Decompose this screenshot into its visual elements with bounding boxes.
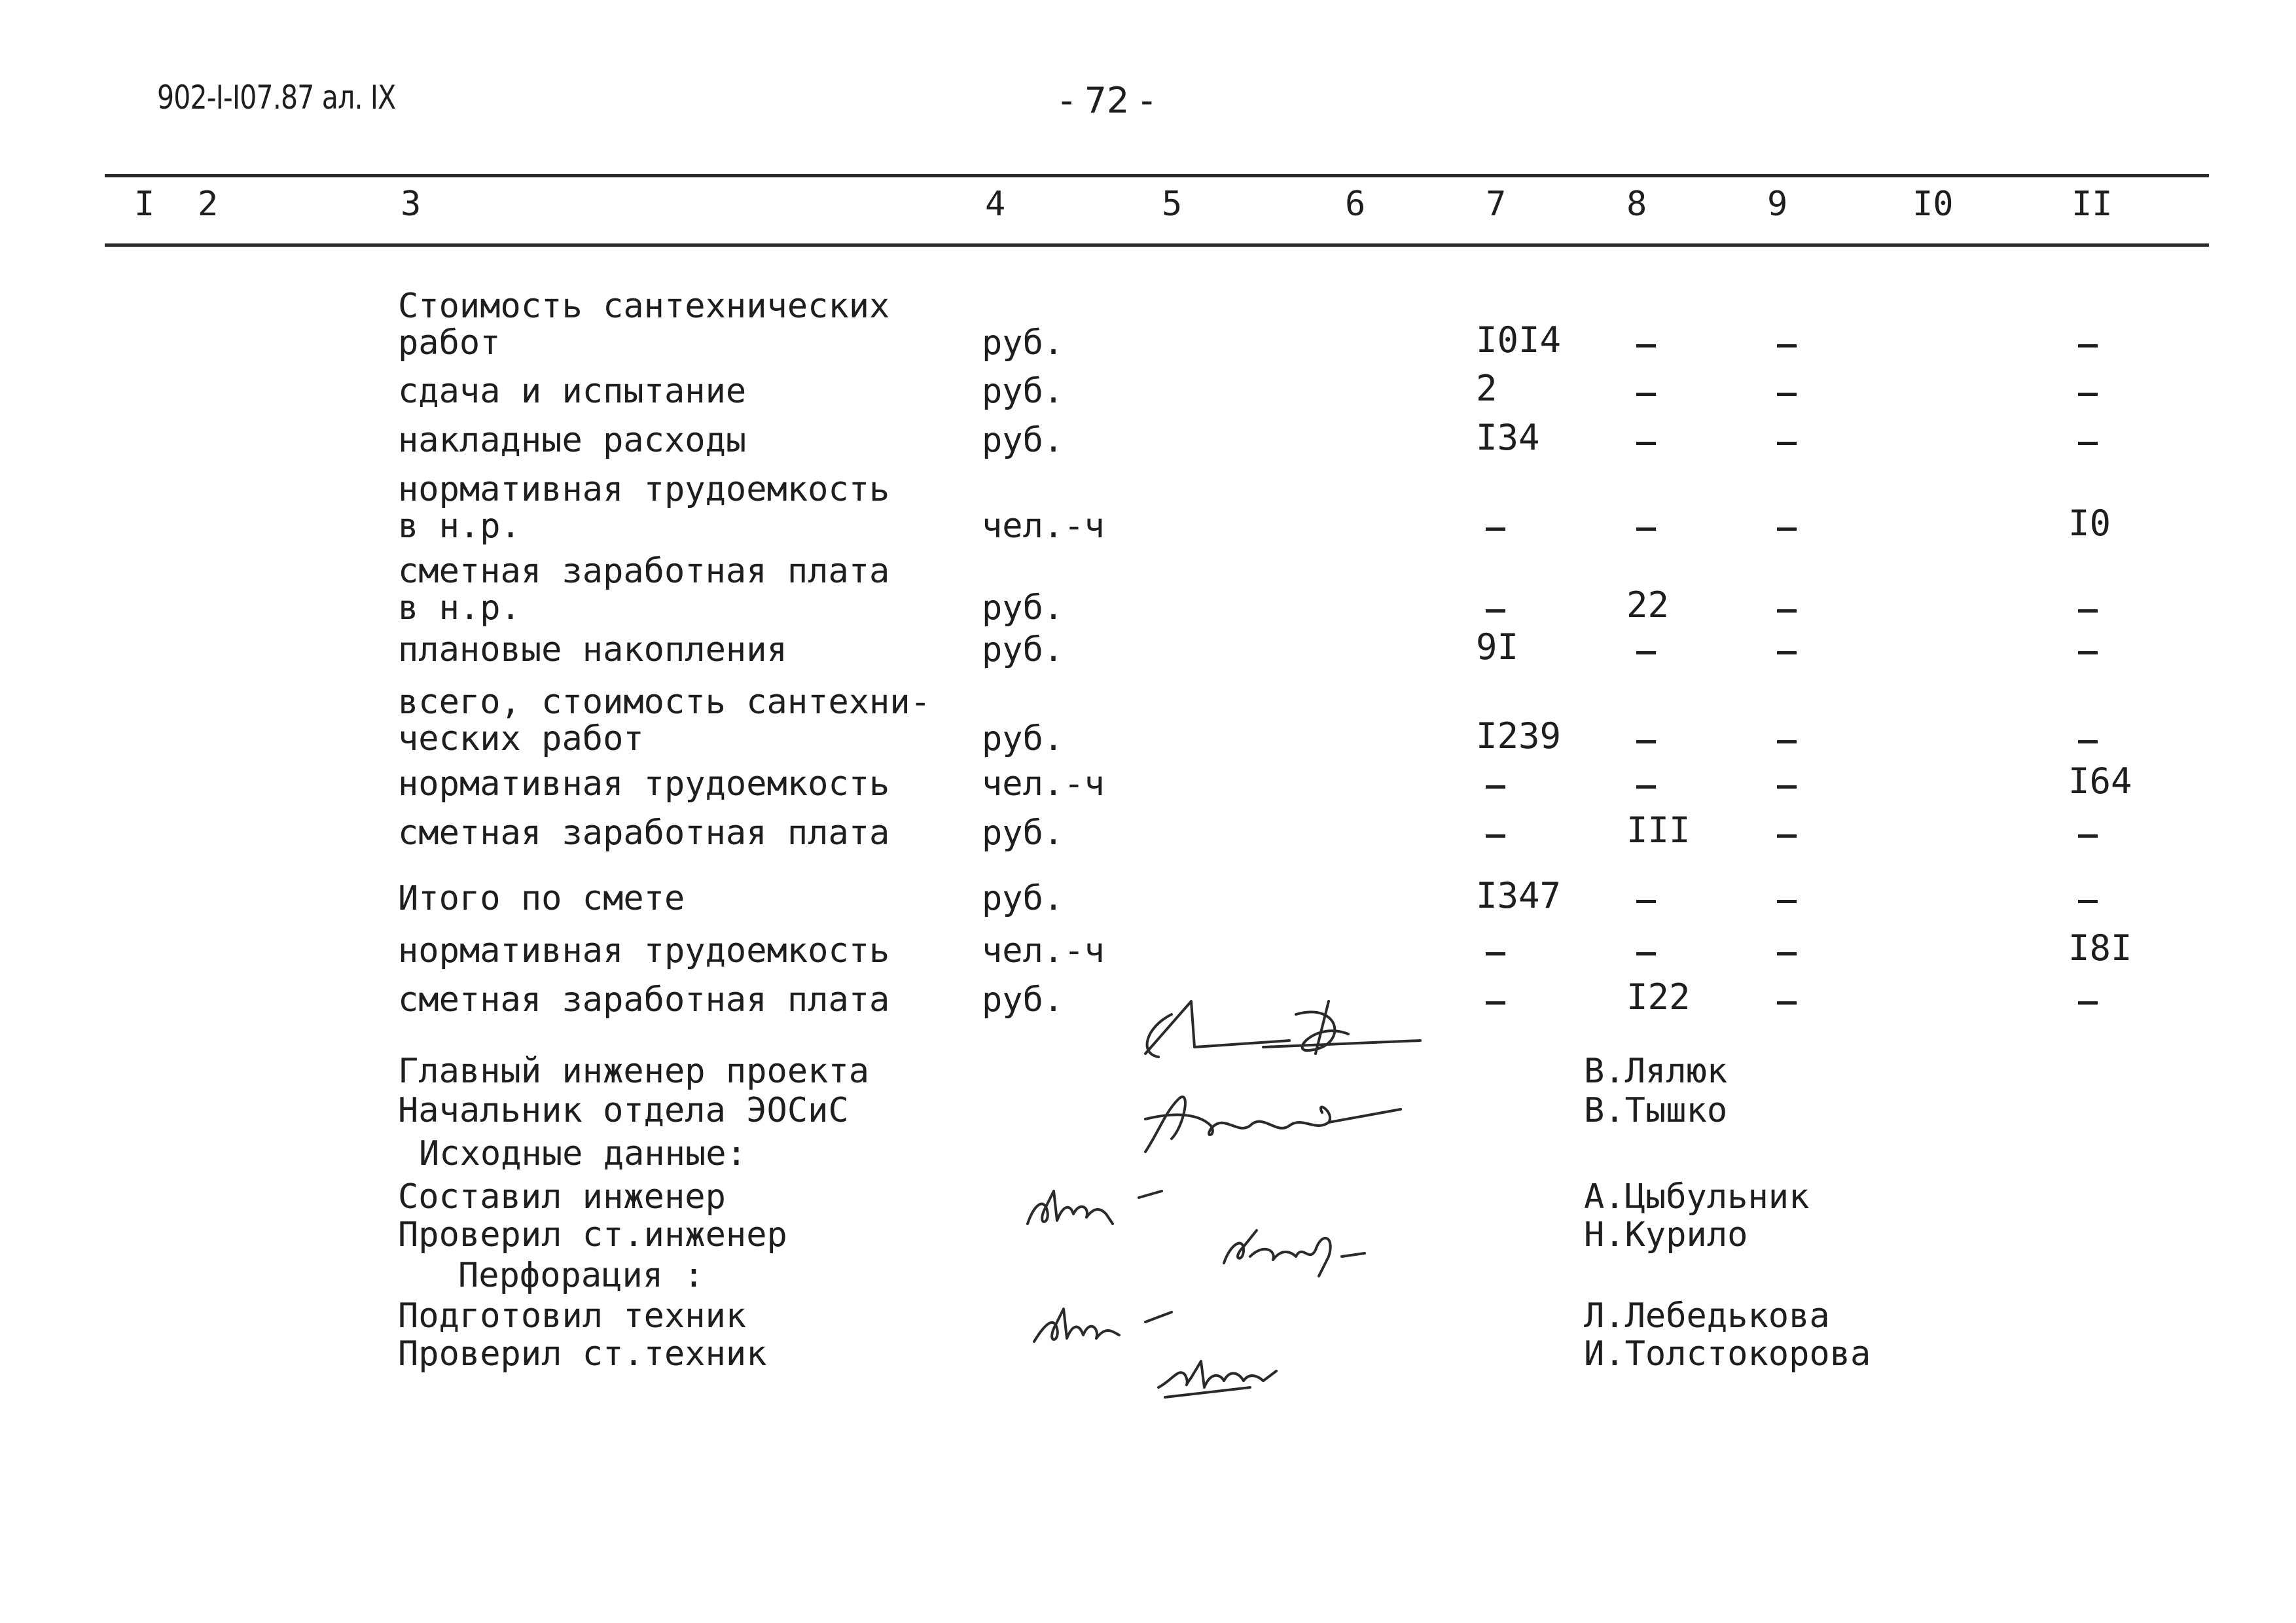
row-label: нормативная трудоемкость (398, 931, 890, 971)
row-unit: руб. (982, 879, 1064, 918)
empty-cell-dash (1636, 785, 1656, 789)
empty-cell-dash (1636, 952, 1656, 955)
chief-engineer-name: В.Лялюк (1584, 1052, 1728, 1091)
checked-technician-signature (1145, 1335, 1329, 1407)
empty-cell-dash (1486, 834, 1505, 838)
empty-cell-dash (2078, 651, 2098, 654)
empty-cell-dash (2078, 344, 2098, 348)
row-unit: чел.-ч (982, 507, 1105, 546)
row-label: сдача и испытание (398, 372, 747, 411)
column-header-10: I0 (1912, 185, 1954, 224)
row-unit: чел.-ч (982, 764, 1105, 804)
checked-engineer-signature (1204, 1204, 1401, 1283)
row-label: в н.р. (398, 588, 521, 628)
row-label: сметная заработная плата (398, 813, 890, 853)
empty-cell-dash (2078, 393, 2098, 396)
empty-cell-dash (1777, 527, 1797, 531)
row-label: в н.р. (398, 507, 521, 546)
compiled-by-signature (1008, 1171, 1191, 1243)
row-unit: руб. (982, 421, 1064, 460)
row-unit: руб. (982, 630, 1064, 669)
empty-cell-dash (2078, 609, 2098, 613)
dept-head-title: Начальник отдела ЭОСиС (398, 1091, 849, 1130)
empty-cell-dash (1777, 900, 1797, 903)
empty-cell-dash (1486, 785, 1505, 789)
prepared-by-title: Подготовил техник (398, 1296, 747, 1336)
row-value-c11: I8I (2068, 927, 2132, 969)
empty-cell-dash (1777, 442, 1797, 445)
empty-cell-dash (1636, 344, 1656, 348)
dept-head-signature (1119, 1073, 1420, 1165)
empty-cell-dash (1636, 527, 1656, 531)
column-header-1: I (134, 185, 155, 224)
empty-cell-dash (1777, 609, 1797, 613)
row-value-c7: I0I4 (1476, 319, 1562, 361)
column-header-7: 7 (1486, 185, 1507, 224)
chief-engineer-signature (1132, 975, 1446, 1073)
empty-cell-dash (1636, 442, 1656, 445)
column-header-4: 4 (985, 185, 1006, 224)
row-unit: руб. (982, 588, 1064, 628)
column-header-2: 2 (198, 185, 219, 224)
compiled-by-name: А.Цыбульник (1584, 1177, 1810, 1217)
empty-cell-dash (2078, 442, 2098, 445)
checked-engineer-name: Н.Курило (1584, 1215, 1748, 1255)
perforation-heading: Перфорация : (458, 1256, 704, 1295)
row-value-c7: I239 (1476, 715, 1562, 757)
empty-cell-dash (2078, 900, 2098, 903)
row-label: нормативная трудоемкость (398, 470, 890, 509)
row-value-c11: I0 (2068, 503, 2111, 544)
empty-cell-dash (1777, 651, 1797, 654)
row-value-c7: I34 (1476, 417, 1540, 458)
column-header-8: 8 (1626, 185, 1647, 224)
column-header-9: 9 (1767, 185, 1788, 224)
column-header-11: II (2072, 185, 2113, 224)
row-value-c8: III (1626, 810, 1691, 851)
empty-cell-dash (1636, 651, 1656, 654)
row-value-c8: 22 (1626, 584, 1670, 626)
checked-technician-title: Проверил ст.техник (398, 1334, 767, 1374)
document-code: 902-I-I07.87 ал. IX (157, 79, 396, 116)
row-unit: руб. (982, 323, 1064, 363)
empty-cell-dash (1636, 900, 1656, 903)
row-value-c11: I64 (2068, 760, 2132, 802)
empty-cell-dash (1486, 609, 1505, 613)
row-unit: руб. (982, 980, 1064, 1020)
empty-cell-dash (1777, 393, 1797, 396)
row-label: плановые накопления (398, 630, 787, 669)
row-value-c7: 2 (1476, 368, 1498, 409)
row-label: Стоимость сантехнических (398, 287, 890, 326)
empty-cell-dash (1486, 952, 1505, 955)
prepared-by-name: Л.Лебедькова (1584, 1296, 1830, 1336)
table-header-rule (105, 243, 2209, 247)
row-value-c7: 9I (1476, 626, 1519, 668)
empty-cell-dash (2078, 1001, 2098, 1005)
dept-head-name: В.Тышко (1584, 1091, 1728, 1130)
empty-cell-dash (1486, 1001, 1505, 1005)
row-unit: руб. (982, 719, 1064, 758)
row-value-c8: I22 (1626, 976, 1691, 1018)
row-label: Итого по смете (398, 879, 685, 918)
row-label: всего, стоимость сантехни- (398, 683, 931, 722)
empty-cell-dash (1777, 785, 1797, 789)
column-header-3: 3 (401, 185, 422, 224)
source-data-heading: Исходные данные: (419, 1134, 747, 1173)
row-label: накладные расходы (398, 421, 747, 460)
row-label: сметная заработная плата (398, 980, 890, 1020)
empty-cell-dash (1636, 740, 1656, 743)
row-unit: чел.-ч (982, 931, 1105, 971)
empty-cell-dash (1636, 393, 1656, 396)
table-top-rule (105, 174, 2209, 177)
empty-cell-dash (2078, 740, 2098, 743)
empty-cell-dash (1777, 1001, 1797, 1005)
empty-cell-dash (2078, 834, 2098, 838)
empty-cell-dash (1486, 527, 1505, 531)
row-label: нормативная трудоемкость (398, 764, 890, 804)
empty-cell-dash (1777, 952, 1797, 955)
row-label: ческих работ (398, 719, 644, 758)
checked-engineer-title: Проверил ст.инженер (398, 1215, 787, 1255)
row-value-c7: I347 (1476, 875, 1562, 916)
empty-cell-dash (1777, 344, 1797, 348)
row-label: работ (398, 323, 501, 363)
empty-cell-dash (1777, 740, 1797, 743)
compiled-by-title: Составил инженер (398, 1177, 726, 1217)
column-header-5: 5 (1162, 185, 1183, 224)
empty-cell-dash (1777, 834, 1797, 838)
column-header-6: 6 (1345, 185, 1366, 224)
row-unit: руб. (982, 813, 1064, 853)
page-number: - 72 - (1060, 80, 1154, 121)
checked-technician-name: И.Толстокорова (1584, 1334, 1871, 1374)
row-unit: руб. (982, 372, 1064, 411)
chief-engineer-title: Главный инженер проекта (398, 1052, 870, 1091)
row-label: сметная заработная плата (398, 552, 890, 591)
